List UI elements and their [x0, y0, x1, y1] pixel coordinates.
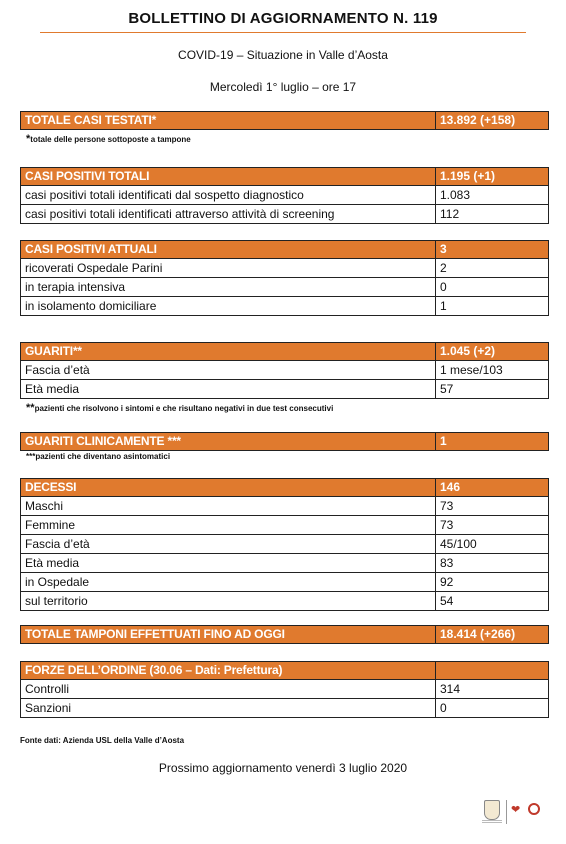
row-value: 92 [436, 573, 549, 592]
logo-separator [506, 800, 507, 824]
row-label: Maschi [21, 497, 436, 516]
casi-testati-value: 13.892 (+158) [436, 112, 549, 130]
decessi-table [20, 478, 549, 611]
tamponi-value: 18.414 (+266) [436, 626, 549, 644]
row-label: ricoverati Ospedale Parini [21, 259, 436, 278]
table-row [21, 516, 549, 535]
casi-testati-table [20, 111, 549, 130]
row-value: 1.083 [436, 186, 549, 205]
data-source: Fonte dati: Azienda USL della Valle d’Aosta [20, 736, 185, 745]
table-row [21, 699, 549, 718]
guariti-clinicamente-star: *** [167, 434, 181, 448]
table-row [21, 259, 549, 278]
casi-testati-label: TOTALE CASI TESTATI* [21, 112, 436, 130]
guariti-table [20, 342, 549, 399]
decessi-header-row [21, 479, 549, 497]
forze-ordine-label: FORZE DELL’ORDINE (30.06 – Dati: Prefettura) [21, 662, 436, 680]
guariti-star: ** [72, 344, 82, 358]
casi-testati-note: *totale delle persone sottoposte a tampone [26, 133, 191, 145]
casi-testati-header-row [21, 112, 549, 130]
row-label: casi positivi totali identificati attraverso attività di screening [21, 205, 436, 224]
table-row [21, 297, 549, 316]
row-value: 0 [436, 278, 549, 297]
table-row [21, 680, 549, 699]
row-label: in isolamento domiciliare [21, 297, 436, 316]
row-value: 2 [436, 259, 549, 278]
row-label: Fascia d’età [21, 361, 436, 380]
row-label: Età media [21, 380, 436, 399]
row-value: 54 [436, 592, 549, 611]
guariti-clinicamente-table [20, 432, 549, 451]
row-label: Fascia d’età [21, 535, 436, 554]
region-crest-icon [484, 800, 500, 820]
row-value: 1 mese/103 [436, 361, 549, 380]
tamponi-table [20, 625, 549, 644]
decessi-value: 146 [436, 479, 549, 497]
row-value: 112 [436, 205, 549, 224]
row-value: 57 [436, 380, 549, 399]
guariti-header-row [21, 343, 549, 361]
guariti-clinicamente-note: ***pazienti che diventano asintomatici [26, 452, 171, 461]
table-row [21, 535, 549, 554]
table-row [21, 361, 549, 380]
guariti-clinicamente-value: 1 [436, 433, 549, 451]
casi-positivi-totali-table [20, 167, 549, 224]
row-label: casi positivi totali identificati dal sospetto diagnostico [21, 186, 436, 205]
guariti-label: GUARITI** [21, 343, 436, 361]
row-value: 73 [436, 516, 549, 535]
row-label: Femmine [21, 516, 436, 535]
table-row [21, 554, 549, 573]
bulletin-title: BOLLETTINO DI AGGIORNAMENTO N. 119 [128, 10, 438, 27]
bulletin-date: Mercoledì 1° luglio – ore 17 [209, 80, 357, 94]
table-row [21, 205, 549, 224]
tamponi-label: TOTALE TAMPONI EFFETTUATI FINO AD OGGI [21, 626, 436, 644]
casi-testati-star: * [151, 113, 157, 127]
casi-positivi-attuali-header-row [21, 241, 549, 259]
footer-logos [484, 800, 544, 826]
bulletin-subtitle: COVID-19 – Situazione in Valle d’Aosta [178, 48, 388, 62]
guariti-clinicamente-header-row [21, 433, 549, 451]
row-value: 314 [436, 680, 549, 699]
row-label: Controlli [21, 680, 436, 699]
forze-ordine-table [20, 661, 549, 718]
casi-positivi-attuali-value: 3 [436, 241, 549, 259]
table-row [21, 186, 549, 205]
table-row [21, 592, 549, 611]
crest-caption [482, 819, 502, 825]
row-value: 83 [436, 554, 549, 573]
row-label: in terapia intensiva [21, 278, 436, 297]
casi-positivi-totali-header-row [21, 168, 549, 186]
decessi-label: DECESSI [21, 479, 436, 497]
forze-ordine-value [436, 662, 549, 680]
row-value: 0 [436, 699, 549, 718]
table-row [21, 497, 549, 516]
table-row [21, 380, 549, 399]
casi-positivi-totali-value: 1.195 (+1) [436, 168, 549, 186]
row-label: Età media [21, 554, 436, 573]
guariti-clinicamente-label: GUARITI CLINICAMENTE *** [21, 433, 436, 451]
casi-positivi-attuali-label: CASI POSITIVI ATTUALI [21, 241, 436, 259]
row-value: 73 [436, 497, 549, 516]
civil-protection-icon [528, 803, 540, 815]
row-value: 1 [436, 297, 549, 316]
casi-positivi-attuali-table [20, 240, 549, 316]
row-label: in Ospedale [21, 573, 436, 592]
guariti-value: 1.045 (+2) [436, 343, 549, 361]
next-update: Prossimo aggiornamento venerdì 3 luglio 2020 [158, 761, 408, 775]
table-row [21, 278, 549, 297]
heart-logo-icon: ❤ [511, 804, 521, 816]
guariti-note: **pazienti che risolvono i sintomi e che risultano negativi in due test consecutivi [26, 402, 334, 414]
tamponi-header-row [21, 626, 549, 644]
forze-ordine-header-row [21, 662, 549, 680]
row-value: 45/100 [436, 535, 549, 554]
row-label: Sanzioni [21, 699, 436, 718]
title-divider [40, 32, 526, 33]
row-label: sul territorio [21, 592, 436, 611]
table-row [21, 573, 549, 592]
casi-positivi-totali-label: CASI POSITIVI TOTALI [21, 168, 436, 186]
